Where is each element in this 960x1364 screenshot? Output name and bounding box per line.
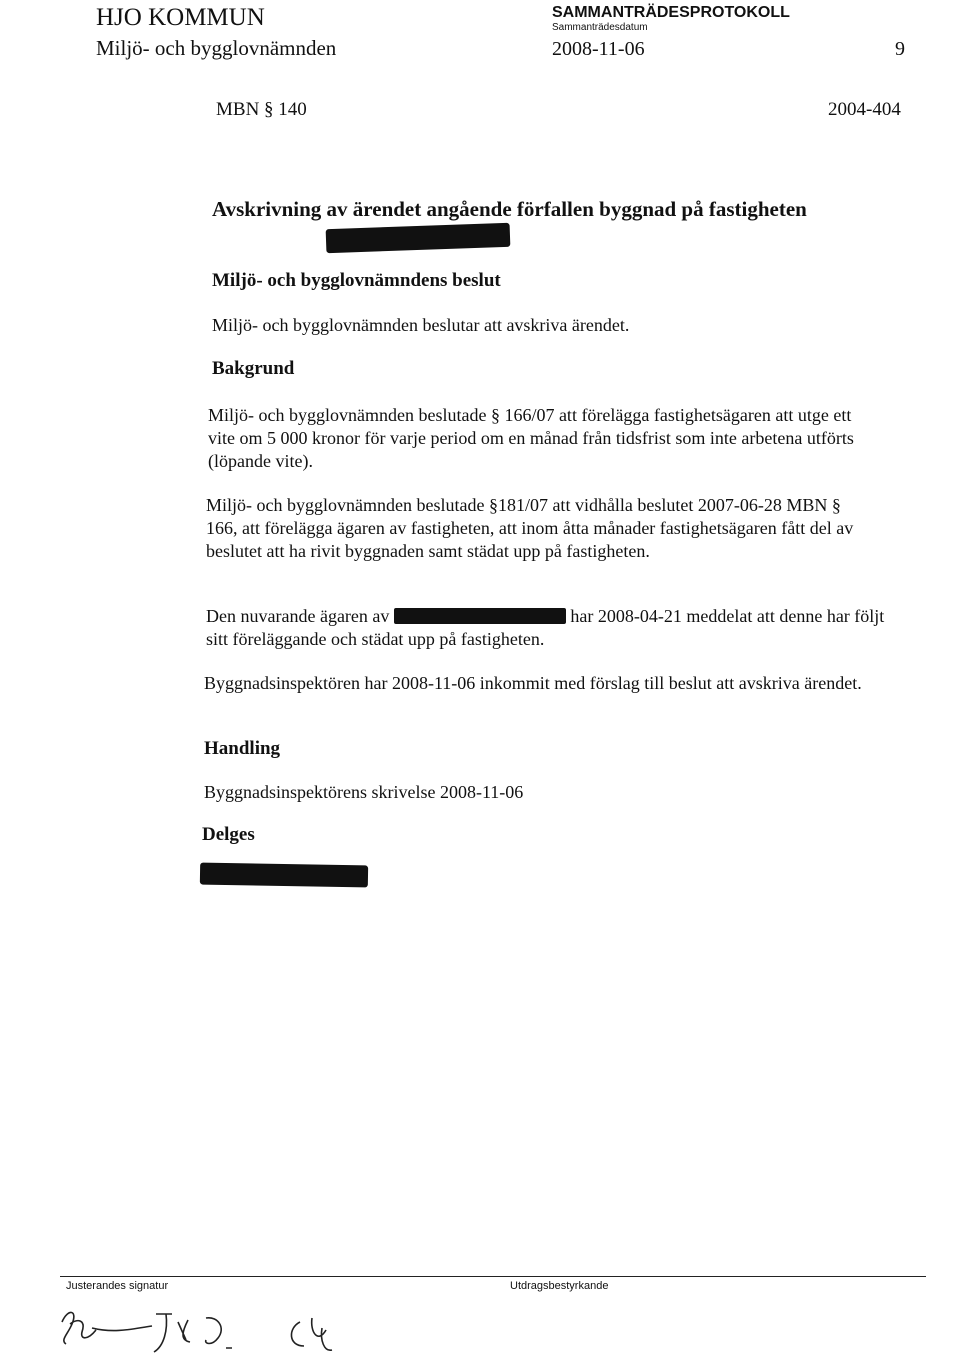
handling-heading: Handling: [204, 738, 281, 759]
case-title-text: Avskrivning av ärendet angående förfallen byggnad på fastigheten: [212, 197, 807, 221]
footer-divider: [60, 1276, 926, 1277]
handling-text: Byggnadsinspektörens skrivelse 2008-11-06: [204, 782, 524, 802]
case-title: [212, 196, 832, 222]
date-label: Sammanträdesdatum: [552, 22, 648, 33]
case-number: 2004-404: [828, 99, 901, 120]
decision-text: Miljö- och bygglovnämnden beslutar att avskriva ärendet.: [212, 315, 630, 335]
background-paragraph-2: Miljö- och bygglovnämnden beslutade §181/07 att vidhålla beslutet 2007-06-28 MBN § 166, att förelägga ägaren av fastigheten, att inom åtta månader fastighetsägaren fått del av beslutet att ha rivit byggnaden samt städat upp på fastigheten.: [206, 495, 854, 561]
case-reference: MBN § 140: [216, 99, 307, 120]
redaction-recipient: [200, 863, 368, 888]
decision-heading: Miljö- och bygglovnämndens beslut: [212, 270, 501, 291]
delges-heading: Delges: [202, 824, 255, 845]
organization-name: HJO KOMMUN: [96, 4, 265, 31]
redaction-property-title: [326, 223, 511, 253]
paragraph-3-start: Den nuvarande ägaren av: [206, 606, 390, 626]
background-paragraph-1: Miljö- och bygglovnämnden beslutade § 166/07 att förelägga fastighetsägaren att utge ett vite om 5 000 kronor för varje period om en månad från tidsfrist som inte arbetena utförts (löpande vite).: [208, 405, 854, 471]
background-paragraph-4: Byggnadsinspektören har 2008-11-06 inkommit med förslag till beslut att avskriva ärendet.: [204, 673, 862, 693]
background-heading: Bakgrund: [212, 358, 295, 379]
protocol-type: SAMMANTRÄDESPROTOKOLL: [552, 4, 790, 21]
handwritten-signatures: [56, 1300, 356, 1364]
redaction-property-owner: [394, 608, 566, 624]
page-number: 9: [895, 38, 905, 60]
background-paragraph-3: [206, 605, 886, 651]
committee-name: Miljö- och bygglovnämnden: [96, 36, 337, 60]
paragraph-3-end: har 2008-04-21 meddelat att denne har följt sitt föreläggande och städat upp på fastigheten.: [206, 606, 885, 649]
signature-label: Justerandes signatur: [66, 1280, 169, 1292]
meeting-date: 2008-11-06: [552, 38, 645, 60]
extract-label: Utdragsbestyrkande: [510, 1280, 609, 1292]
